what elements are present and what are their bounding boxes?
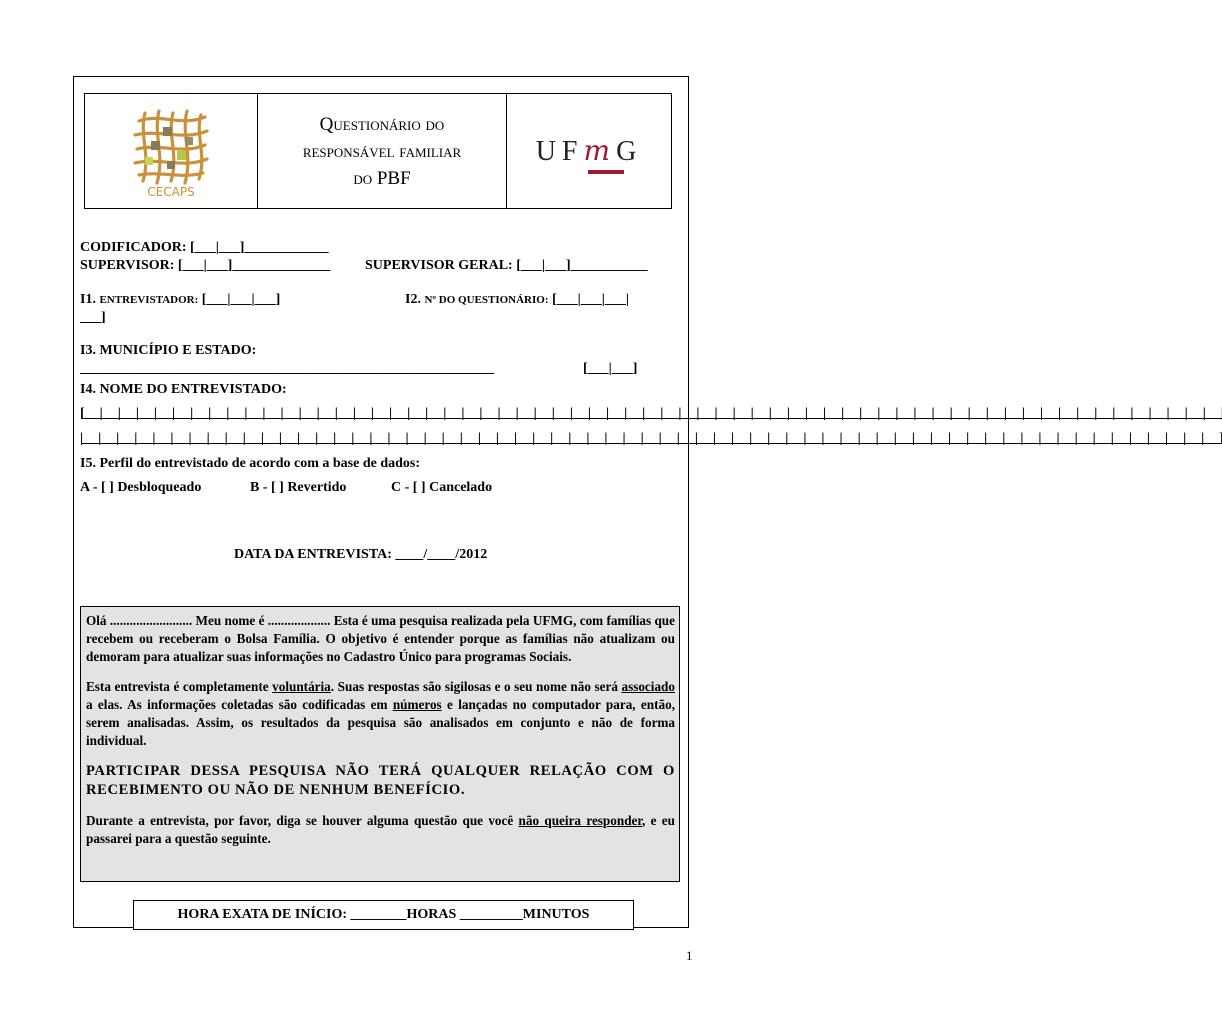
ufmg-logo-suffix: G [616, 136, 643, 167]
intro-p2-numeros: números [392, 697, 442, 712]
ufmg-logo-prefix: UF [535, 136, 584, 167]
intro-p4-nao-queira-responder: não queira responder [518, 813, 643, 828]
i5-perfil-label: I5. Perfil do entrevistado de acordo com a base de dados: [80, 456, 420, 471]
intro-p2-b: . Suas respostas são sigilosas e o seu nome não será [330, 679, 622, 694]
supervisor-field[interactable]: SUPERVISOR: [___|___]______________ [80, 258, 331, 273]
i1-entrevistador-field[interactable] [80, 292, 280, 308]
codificador-field[interactable]: CODIFICADOR: [___|___]____________ [80, 240, 329, 255]
i2-box-continuation[interactable]: ___] [80, 310, 106, 325]
intro-paragraph-1: Olá ......................... Meu nome é ................... Esta é uma pesquisa realizada pela UFMG, com famílias que recebem ou receberam o Bolsa Família. O objetivo é entender porque as famílias não atualizam ou demoram para atualizar suas informações no Cadastro Único para programas Sociais. [86, 613, 675, 664]
header-table [84, 93, 672, 209]
cecaps-logo-icon [121, 101, 221, 201]
cecaps-logo-text: CECAPS [147, 185, 195, 199]
intro-p2-d: e lançadas no computador para, então, serem analisadas. Assim, os resultados da pesquisa são analisados em conjunto e não de forma individual. [86, 697, 675, 748]
intro-text-box [80, 606, 680, 882]
ufmg-logo-cell [507, 94, 671, 208]
i1-label: ENTREVISTADOR: [99, 294, 199, 306]
intro-paragraph-4 [86, 812, 675, 848]
i2-number: I2. [405, 292, 421, 307]
title-line-1: Questionário do [319, 113, 445, 135]
title-line-3: do PBF [353, 167, 411, 189]
cecaps-logo-cell [85, 94, 258, 208]
intro-p4-b: , e eu passarei para a questão seguinte. [86, 813, 675, 846]
ufmg-logo-bar [588, 170, 624, 174]
intro-p4-a: Durante a entrevista, por favor, diga se houver alguma questão que você [86, 813, 519, 828]
i2-label: Nº DO QUESTIONÁRIO: [424, 294, 549, 306]
i4-nome-label: I4. NOME DO ENTREVISTADO: [80, 382, 287, 397]
ufmg-logo [536, 134, 643, 168]
intro-p2-a: Esta entrevista é completamente [86, 679, 273, 694]
data-entrevista-field[interactable]: DATA DA ENTREVISTA: ____/____/2012 [234, 547, 488, 562]
i2-questionario-field[interactable] [405, 292, 629, 308]
i2-box[interactable]: [___|___|___| [552, 292, 629, 307]
i1-box[interactable]: [___|___|___] [201, 292, 281, 307]
i4-nome-row-2[interactable]: |___|___|___|___|___|___|___|___|___|___|___|___|___|___|___|___|___|___|___|___|___|___|___|___|___|___|___|___|___|___|___|___|___|___|___|___|___|___|___|___|___|___|___|___|___|___|___|___|___|___|___|___|___|___|___|___|___|___|___|___|___|___|___] [80, 431, 1222, 446]
i5-option-b[interactable]: B - [ ] Revertido [250, 480, 347, 495]
intro-p2-associado: associado [621, 679, 675, 694]
i3-municipio-label: I3. MUNICÍPIO E ESTADO: [80, 343, 257, 358]
i4-nome-row-1[interactable]: [___|___|___|___|___|___|___|___|___|___|___|___|___|___|___|___|___|___|___|___|___|___|___|___|___|___|___|___|___|___|___|___|___|___|___|___|___|___|___|___|___|___|___|___|___|___|___|___|___|___|___|___|___|___|___|___|___|___|___|___|___|___|___| [80, 406, 1222, 421]
i3-uf-box[interactable]: [___|___] [583, 361, 638, 376]
intro-paragraph-2 [86, 678, 675, 750]
ufmg-logo-m: m [583, 134, 617, 167]
intro-p2-voluntaria: voluntária [272, 679, 331, 694]
intro-paragraph-3: PARTICIPAR DESSA PESQUISA NÃO TERÁ QUALQUER RELAÇÃO COM O RECEBIMENTO OU NÃO DE NENHUM BENEFÍCIO. [86, 763, 675, 798]
intro-p2-c: a elas. As informações coletadas são codificadas em [86, 697, 393, 712]
hora-inicio-field[interactable]: HORA EXATA DE INÍCIO: ________HORAS _________MINUTOS [133, 900, 634, 930]
document-title [258, 94, 507, 208]
i3-municipio-line[interactable]: ____________________________________________________________ [80, 361, 495, 376]
page-number: 1 [686, 948, 693, 963]
i5-option-a[interactable]: A - [ ] Desbloqueado [80, 480, 202, 495]
supervisor-geral-field[interactable]: SUPERVISOR GERAL: [___|___]___________ [365, 258, 648, 273]
i5-option-c[interactable]: C - [ ] Cancelado [391, 480, 493, 495]
i1-number: I1. [80, 292, 96, 307]
title-line-2: responsável familiar [302, 140, 462, 162]
